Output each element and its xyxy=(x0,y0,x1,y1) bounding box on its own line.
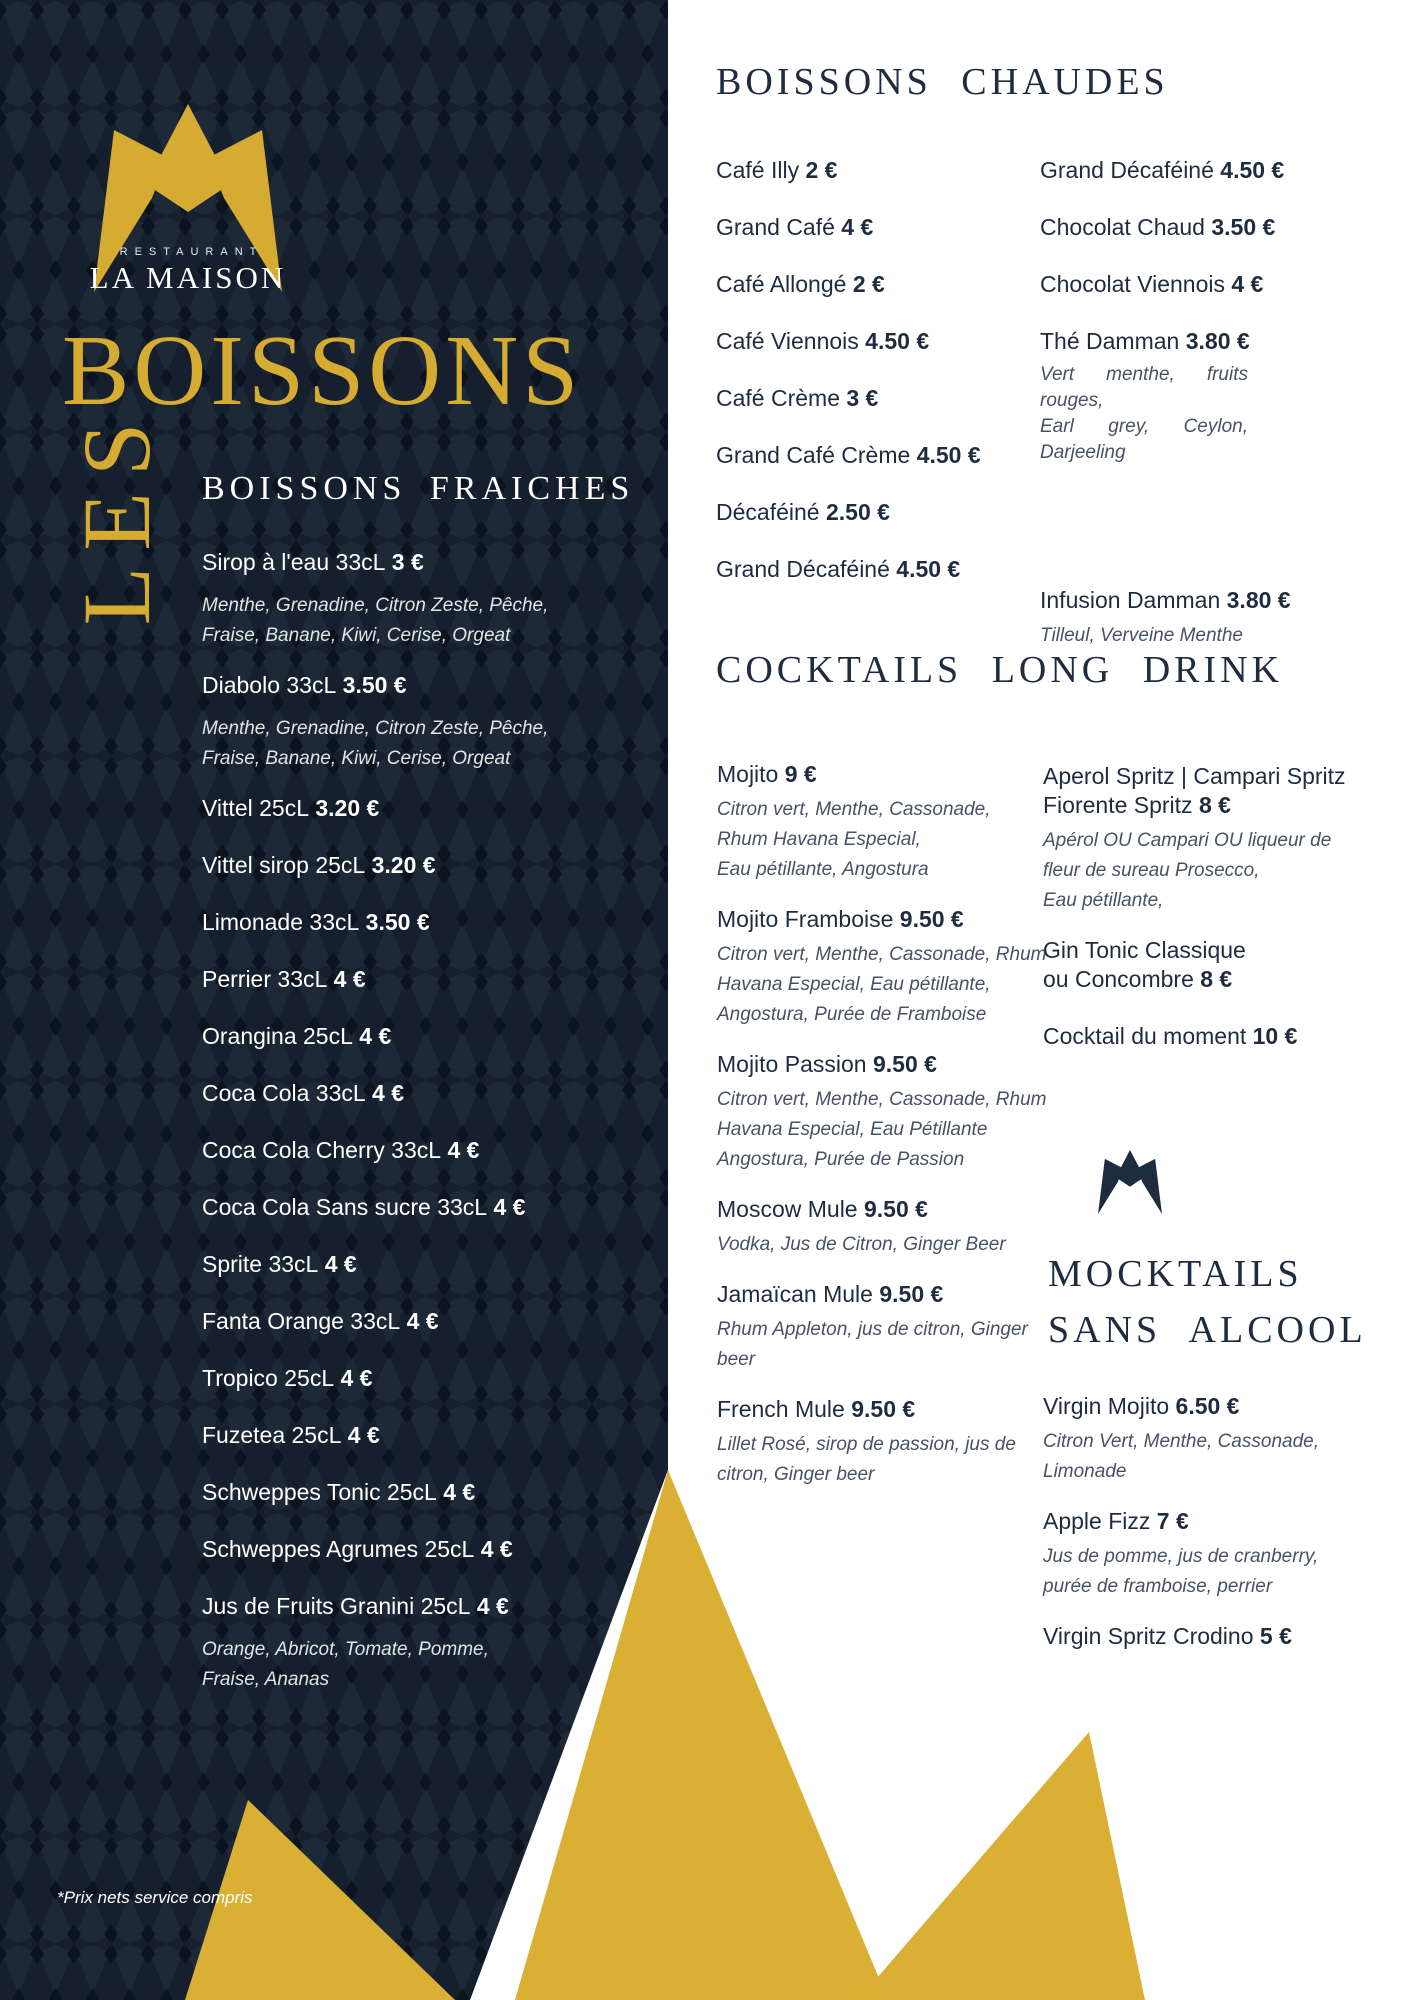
item-description: Fraise, Banane, Kiwi, Cerise, Orgeat xyxy=(202,748,511,769)
item-name: Jamaïcan Mule 9.50 € xyxy=(717,1281,944,1307)
item-name: Perrier 33cL 4 € xyxy=(202,966,366,992)
item-name: Mojito 9 € xyxy=(717,761,817,787)
item-name: Limonade 33cL 3.50 € xyxy=(202,909,430,935)
item-price: 2.50 € xyxy=(819,499,890,525)
item-name: Décaféiné 2.50 € xyxy=(716,499,890,525)
item-price: 9 € xyxy=(778,761,817,787)
item-name: Aperol Spritz | Campari Spritz xyxy=(1043,763,1346,789)
item-description: Orange, Abricot, Tomate, Pomme, xyxy=(202,1639,489,1660)
item-name: Grand Café 4 € xyxy=(716,214,874,240)
item-name: Sirop à l'eau 33cL 3 € xyxy=(202,549,424,575)
item-price: 4 € xyxy=(318,1251,357,1277)
item-name: Mojito Framboise 9.50 € xyxy=(717,906,964,932)
item-name: Grand Décaféiné 4.50 € xyxy=(1040,157,1285,183)
menu-item xyxy=(716,555,1016,584)
item-price: 4 € xyxy=(1224,271,1264,297)
item-name: Vittel sirop 25cL 3.20 € xyxy=(202,852,436,878)
menu-item xyxy=(202,548,562,651)
item-price: 2 € xyxy=(799,157,838,183)
item-price: 4 € xyxy=(334,1365,373,1391)
item-name: Coca Cola Sans sucre 33cL 4 € xyxy=(202,1194,526,1220)
item-description: Fraise, Banane, Kiwi, Cerise, Orgeat xyxy=(202,625,511,646)
menu-item xyxy=(1040,213,1340,242)
item-price: 4 € xyxy=(474,1536,513,1562)
menu-item xyxy=(1040,586,1340,651)
item-description: Jus de pomme, jus de cranberry, xyxy=(1043,1546,1319,1567)
menu-item xyxy=(1043,1022,1383,1051)
item-description: Citron Vert, Menthe, Cassonade, xyxy=(1043,1431,1319,1452)
item-name: Virgin Mojito 6.50 € xyxy=(1043,1393,1240,1419)
item-name: Fuzetea 25cL 4 € xyxy=(202,1422,380,1448)
item-price: 3.20 € xyxy=(365,852,436,878)
menu-item xyxy=(202,1079,562,1108)
footnote: *Prix nets service compris xyxy=(57,1888,253,1907)
item-name: Gin Tonic Classique xyxy=(1043,937,1246,963)
item-price: 3.20 € xyxy=(308,795,380,821)
item-price: 9.50 € xyxy=(866,1051,937,1077)
menu-item xyxy=(202,1592,562,1695)
item-price: 10 € xyxy=(1246,1023,1298,1049)
item-name: French Mule 9.50 € xyxy=(717,1396,916,1422)
item-name: Grand Café Crème 4.50 € xyxy=(716,442,981,468)
item-name: Sprite 33cL 4 € xyxy=(202,1251,357,1277)
menu-item xyxy=(202,1136,562,1165)
menu-item xyxy=(717,1395,1037,1490)
menu-item xyxy=(716,498,1016,527)
menu-item xyxy=(716,213,1016,242)
menu-item xyxy=(202,794,562,823)
item-description: Fraise, Ananas xyxy=(202,1669,330,1690)
item-price: 4.50 € xyxy=(889,556,961,582)
menu-item xyxy=(717,760,1037,885)
item-name: Vittel 25cL 3.20 € xyxy=(202,795,380,821)
menu-item xyxy=(1043,762,1383,916)
item-price: 3.80 € xyxy=(1220,587,1291,613)
menu-item xyxy=(1043,1392,1373,1487)
item-price: 3.80 € xyxy=(1179,328,1250,354)
item-description: Angostura, Purée de Framboise xyxy=(717,1004,987,1025)
menu-item xyxy=(202,1193,562,1222)
item-price: 4 € xyxy=(441,1137,480,1163)
item-price: 3.50 € xyxy=(1204,214,1276,240)
section-title-cocktails-long-drink: COCKTAILS LONG DRINK xyxy=(716,649,1284,691)
menu-item xyxy=(1040,156,1340,185)
item-name: Orangina 25cL 4 € xyxy=(202,1023,392,1049)
item-description: Havana Especial, Eau pétillante, xyxy=(717,974,991,995)
menu-item xyxy=(202,1421,562,1450)
item-price: 9.50 € xyxy=(893,906,964,932)
item-description: Earl grey, Ceylon, Darjeeling xyxy=(1040,416,1248,463)
item-price: 4 € xyxy=(365,1080,405,1106)
menu-item xyxy=(716,270,1016,299)
menu-item xyxy=(717,1050,1047,1175)
item-price: 4 € xyxy=(352,1023,392,1049)
item-description: purée de framboise, perrier xyxy=(1043,1576,1273,1597)
item-price: 3.50 € xyxy=(336,672,407,698)
item-description: Tilleul, Verveine Menthe xyxy=(1040,625,1243,646)
item-price: 6.50 € xyxy=(1169,1393,1240,1419)
mocktails-title-line1: MOCKTAILS xyxy=(1048,1253,1303,1295)
section-title-boissons-chaudes: BOISSONS CHAUDES xyxy=(716,61,1169,103)
menu-item xyxy=(1043,1622,1373,1651)
menu-item xyxy=(202,1250,562,1279)
item-name: Thé Damman 3.80 € xyxy=(1040,328,1250,354)
menu-item xyxy=(202,1478,562,1507)
item-description: Angostura, Purée de Passion xyxy=(717,1149,965,1170)
item-description: Eau pétillante, Angostura xyxy=(717,859,929,880)
menu-item xyxy=(717,1280,1037,1375)
menu-item xyxy=(202,908,562,937)
menu-item xyxy=(202,671,562,774)
item-name: Apple Fizz 7 € xyxy=(1043,1508,1189,1534)
menu-item xyxy=(202,965,562,994)
item-description: Citron vert, Menthe, Cassonade, Rhum xyxy=(717,944,1047,965)
mocktails-list xyxy=(1043,1392,1373,1679)
item-price: 7 € xyxy=(1150,1508,1189,1534)
cocktails-column-1 xyxy=(717,760,1047,1510)
brand-name: LA MAISON xyxy=(89,260,287,295)
item-description: Lillet Rosé, sirop de passion, jus de xyxy=(717,1434,1016,1455)
menu-item xyxy=(202,1535,562,1564)
item-price: 5 € xyxy=(1253,1623,1292,1649)
menu-item xyxy=(1043,936,1383,994)
item-price: 4 € xyxy=(470,1593,509,1619)
boissons-chaudes-column-2 xyxy=(1040,156,1340,671)
item-name: Tropico 25cL 4 € xyxy=(202,1365,373,1391)
item-description: Apérol OU Campari OU liqueur de xyxy=(1043,830,1332,851)
menu-item xyxy=(717,905,1047,1030)
item-price: 3 € xyxy=(385,549,424,575)
section-title-boissons-fraiches: BOISSONS FRAICHES xyxy=(202,470,635,507)
item-description: Rhum Appleton, jus de citron, Ginger xyxy=(717,1319,1028,1340)
item-name: Mojito Passion 9.50 € xyxy=(717,1051,937,1077)
item-price: 9.50 € xyxy=(872,1281,944,1307)
item-description: Citron vert, Menthe, Cassonade, xyxy=(717,799,991,820)
item-description: Menthe, Grenadine, Citron Zeste, Pêche, xyxy=(202,595,549,616)
item-description: beer xyxy=(717,1349,756,1370)
mocktails-title-line2: SANS ALCOOL xyxy=(1048,1309,1367,1351)
menu-item xyxy=(716,156,1016,185)
item-price: 9.50 € xyxy=(844,1396,916,1422)
item-price: 4 € xyxy=(341,1422,380,1448)
mocktails-logo-icon xyxy=(1096,1148,1164,1216)
item-price: 4 € xyxy=(834,214,874,240)
item-name: Moscow Mule 9.50 € xyxy=(717,1196,928,1222)
boissons-chaudes-column-1 xyxy=(716,156,1016,612)
item-price: 4 € xyxy=(487,1194,526,1220)
page-title: BOISSONS xyxy=(62,314,583,426)
menu-item xyxy=(1040,327,1340,466)
item-name: Coca Cola 33cL 4 € xyxy=(202,1080,405,1106)
gold-triangle-right xyxy=(858,1732,1145,2000)
item-price: 3 € xyxy=(839,385,879,411)
menu-item xyxy=(202,1022,562,1051)
item-name: ou Concombre 8 € xyxy=(1043,966,1233,992)
item-description: Havana Especial, Eau Pétillante xyxy=(717,1119,988,1140)
item-description: Limonade xyxy=(1043,1461,1127,1482)
item-name: Chocolat Chaud 3.50 € xyxy=(1040,214,1276,240)
menu-item xyxy=(717,1195,1037,1260)
item-name: Café Crème 3 € xyxy=(716,385,879,411)
item-description: Vodka, Jus de Citron, Ginger Beer xyxy=(717,1234,1006,1255)
menu-item xyxy=(716,384,1016,413)
item-name: Fiorente Spritz 8 € xyxy=(1043,792,1231,818)
item-name: Café Viennois 4.50 € xyxy=(716,328,930,354)
item-price: 4.50 € xyxy=(910,442,981,468)
menu-item xyxy=(202,1307,562,1336)
item-name: Café Allongé 2 € xyxy=(716,271,885,297)
item-price: 4 € xyxy=(400,1308,439,1334)
item-description: Vert menthe, fruits rouges, xyxy=(1040,364,1248,411)
item-name: Fanta Orange 33cL 4 € xyxy=(202,1308,439,1334)
item-name: Cocktail du moment 10 € xyxy=(1043,1023,1298,1049)
menu-item xyxy=(202,851,562,880)
item-price: 8 € xyxy=(1193,966,1233,992)
brand-restaurant-label: RESTAURANT xyxy=(119,246,264,258)
item-description: Rhum Havana Especial, xyxy=(717,829,921,850)
item-description: citron, Ginger beer xyxy=(717,1464,875,1485)
menu-item xyxy=(202,1364,562,1393)
item-name: Café Illy 2 € xyxy=(716,157,838,183)
cocktails-column-2 xyxy=(1043,762,1383,1079)
menu-item xyxy=(1040,270,1340,299)
menu-item xyxy=(716,441,1016,470)
item-name: Schweppes Tonic 25cL 4 € xyxy=(202,1479,476,1505)
item-price: 2 € xyxy=(846,271,885,297)
item-description: fleur de sureau Prosecco, xyxy=(1043,860,1260,881)
item-name: Jus de Fruits Granini 25cL 4 € xyxy=(202,1593,509,1619)
item-name: Schweppes Agrumes 25cL 4 € xyxy=(202,1536,513,1562)
item-description: Citron vert, Menthe, Cassonade, Rhum xyxy=(717,1089,1047,1110)
item-name: Infusion Damman 3.80 € xyxy=(1040,587,1291,613)
item-name: Grand Décaféiné 4.50 € xyxy=(716,556,961,582)
item-name: Diabolo 33cL 3.50 € xyxy=(202,672,407,698)
section-title-mocktails xyxy=(1048,1246,1367,1358)
item-name: Virgin Spritz Crodino 5 € xyxy=(1043,1623,1292,1649)
item-name: Coca Cola Cherry 33cL 4 € xyxy=(202,1137,480,1163)
item-price: 9.50 € xyxy=(857,1196,928,1222)
item-description: Eau pétillante, xyxy=(1043,890,1164,911)
item-price: 4.50 € xyxy=(1213,157,1285,183)
menu-item xyxy=(716,327,1016,356)
item-price: 4 € xyxy=(327,966,366,992)
item-price: 4 € xyxy=(436,1479,476,1505)
page-title-vertical: LES xyxy=(63,406,170,626)
item-name: Chocolat Viennois 4 € xyxy=(1040,271,1264,297)
item-price: 8 € xyxy=(1192,792,1231,818)
item-price: 4.50 € xyxy=(858,328,930,354)
menu-item xyxy=(1043,1507,1373,1602)
item-description: Menthe, Grenadine, Citron Zeste, Pêche, xyxy=(202,718,549,739)
item-price: 3.50 € xyxy=(359,909,430,935)
boissons-fraiches-list xyxy=(202,548,562,1715)
